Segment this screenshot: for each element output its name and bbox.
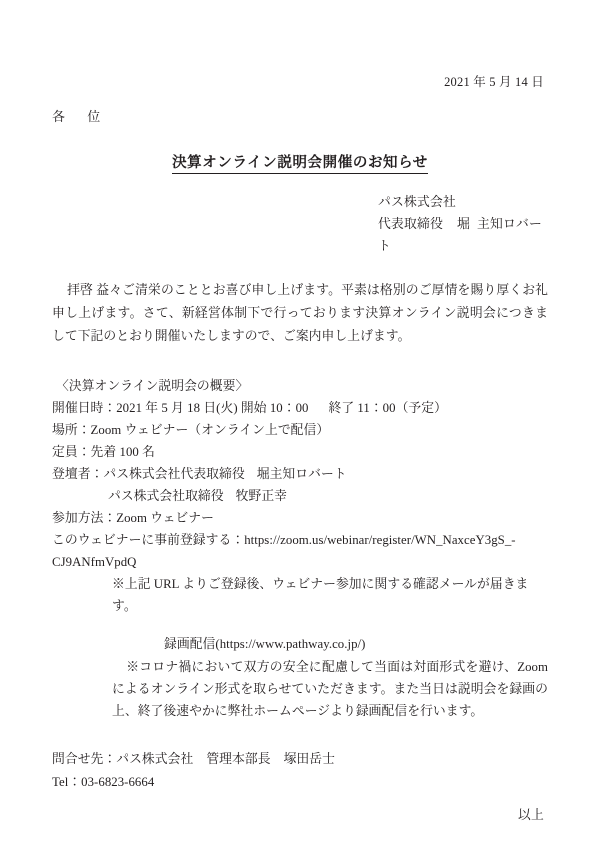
contact-company: パス株式会社 (116, 752, 194, 767)
datetime-value: 2021 年 5 月 18 日(火) 開始 10：00 (116, 401, 309, 416)
capacity-label: 定員： (52, 445, 91, 460)
details-register-row (52, 529, 548, 573)
recording-note-text: ※コロナ禍において双方の安全に配慮して当面は対面形式を避け、Zoom によるオンライン形式を取らせていただきます。また当日は説明会を録画の上、終了後速やかに弊社ホームページより録画配信を行います。 (112, 660, 548, 719)
venue-label: 場所： (52, 423, 91, 438)
speakers-label: 登壇者： (52, 467, 104, 482)
recording-title-row (52, 633, 548, 655)
register-url[interactable]: https://zoom.us/webinar/register/WN_NaxceY3gS_-CJ9ANfmVpdQ (52, 533, 516, 570)
details-venue-row (52, 419, 548, 441)
details-speaker-row-2 (52, 485, 548, 507)
details-section (52, 375, 548, 617)
contact-person-row (52, 748, 548, 771)
recording-url[interactable]: (https://www.pathway.co.jp/) (215, 637, 366, 652)
page-title: 決算オンライン説明会開催のお知らせ (172, 151, 428, 174)
addressee-suffix: 位 (87, 109, 101, 124)
tel-value: 03-6823-6664 (81, 775, 155, 790)
details-register-note: ※上記 URL よりご登録後、ウェビナー参加に関する確認メールが届きます。 (112, 577, 529, 614)
addressee-line (52, 106, 548, 125)
details-speaker-row-1 (52, 463, 548, 485)
datetime-end: 終了 11：00（予定） (328, 401, 447, 416)
recording-section (52, 633, 548, 722)
signature-role: 代表取締役 (378, 217, 443, 231)
capacity-value: 先着 100 名 (90, 445, 155, 460)
title-container (52, 151, 548, 174)
details-join-row (52, 507, 548, 529)
register-label: このウェビナーに事前登録する： (52, 533, 245, 548)
speaker-2-name: 牧野正幸 (235, 489, 288, 504)
tel-label: Tel： (52, 775, 82, 790)
details-capacity-row (52, 441, 548, 463)
contact-department: 管理本部長 (206, 752, 271, 767)
details-heading: 〈決算オンライン説明会の概要〉 (56, 379, 249, 394)
addressee-prefix: 各 (52, 109, 66, 124)
signature-name-line (52, 213, 548, 257)
datetime-label: 開催日時： (52, 401, 117, 416)
recording-note (52, 656, 548, 722)
greeting-text: 拝啓 益々ご清栄のこととお喜び申し上げます。平素は格別のご厚情を賜り厚くお礼申し上げます。さて、新経営体制下で行っております決算オンライン説明会につきまして下記のとおり開催いたしますので、ご案内申し上げます。 (52, 283, 548, 343)
contact-person: 塚田岳士 (283, 752, 335, 767)
speaker-1-name: 堀主知ロバート (256, 467, 347, 482)
contact-section (52, 748, 548, 794)
signature-company: パス株式会社 (378, 195, 456, 209)
contact-label: 問合せ先： (52, 752, 117, 767)
contact-tel-row (52, 771, 548, 794)
join-value: Zoom ウェビナー (116, 511, 214, 526)
signature-given-name: 主知ロバート (378, 217, 542, 253)
speaker-2-title: パス株式会社取締役 (108, 489, 224, 504)
document-date: 2021 年 5 月 14 日 (444, 75, 544, 89)
signature-family-name: 堀 (456, 217, 470, 231)
details-datetime-row (52, 397, 548, 419)
speaker-1-title: パス株式会社代表取締役 (103, 467, 245, 482)
document-body (52, 0, 548, 823)
recording-label: 録画配信 (164, 637, 216, 652)
signature-block (52, 191, 548, 257)
closing-mark: 以上 (518, 807, 544, 822)
greeting-paragraph (52, 279, 548, 347)
venue-value: Zoom ウェビナー（オンライン上で配信） (90, 423, 330, 438)
join-label: 参加方法： (52, 511, 117, 526)
